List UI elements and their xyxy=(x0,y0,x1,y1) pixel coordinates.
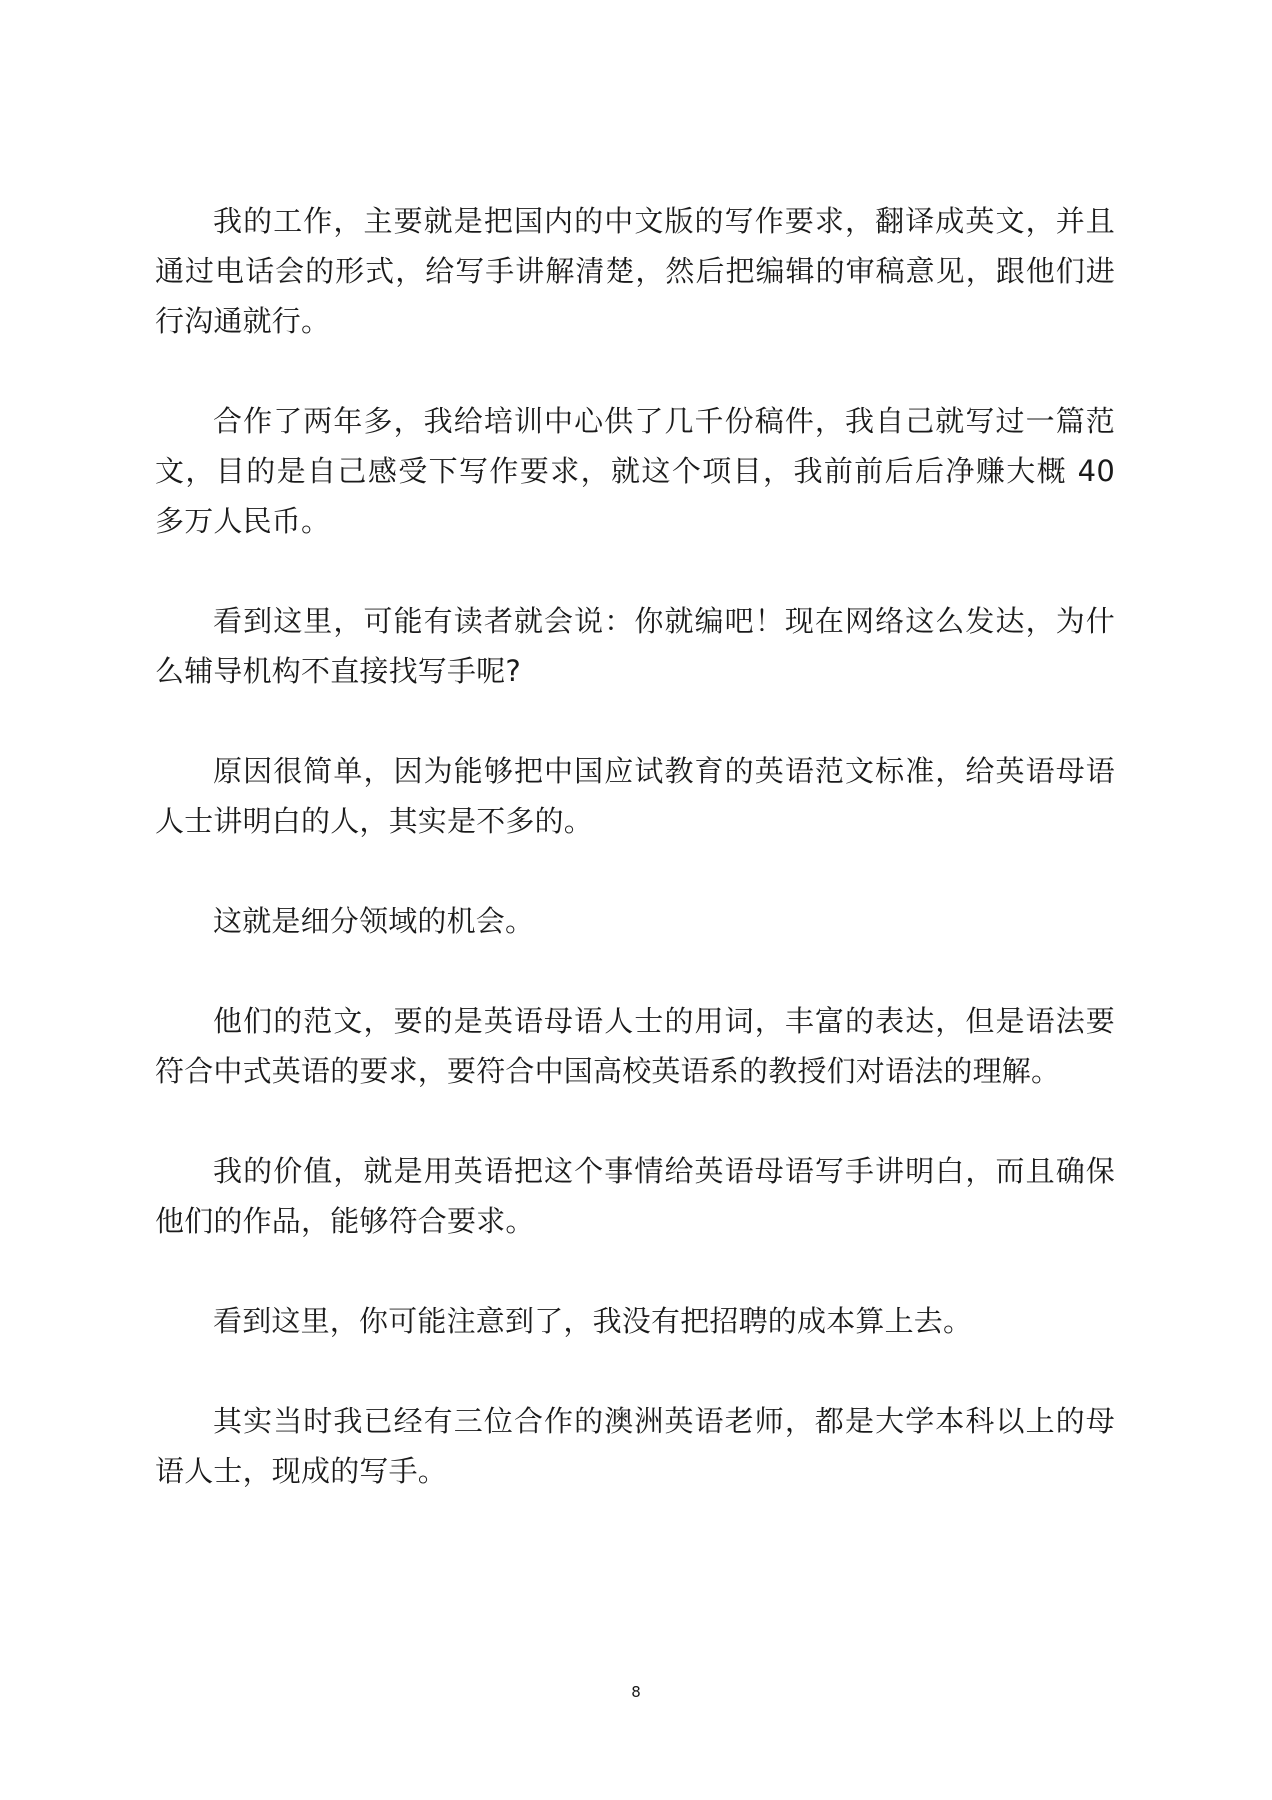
document-body xyxy=(155,196,1115,1496)
paragraph-6: 他们的范文，要的是英语母语人士的用词，丰富的表达，但是语法要符合中式英语的要求，要符合中国高校英语系的教授们对语法的理解。 xyxy=(155,1004,1115,1088)
paragraph-4: 原因很简单，因为能够把中国应试教育的英语范文标准，给英语母语人士讲明白的人，其实是不多的。 xyxy=(155,754,1115,838)
paragraph-2: 合作了两年多，我给培训中心供了几千份稿件，我自己就写过一篇范文，目的是自己感受下写作要求，就这个项目，我前前后后净赚大概 40 多万人民币。 xyxy=(155,404,1115,538)
paragraph-1: 我的工作，主要就是把国内的中文版的写作要求，翻译成英文，并且通过电话会的形式，给写手讲解清楚，然后把编辑的审稿意见，跟他们进行沟通就行。 xyxy=(155,204,1115,338)
paragraph-9: 其实当时我已经有三位合作的澳洲英语老师，都是大学本科以上的母语人士，现成的写手。 xyxy=(155,1404,1115,1488)
paragraph-8: 看到这里，你可能注意到了，我没有把招聘的成本算上去。 xyxy=(213,1304,973,1338)
paragraph-5: 这就是细分领域的机会。 xyxy=(213,904,535,938)
page-number: 8 xyxy=(631,1683,641,1701)
paragraph-3: 看到这里，可能有读者就会说：你就编吧！现在网络这么发达，为什么辅导机构不直接找写手呢? xyxy=(155,604,1115,688)
paragraph-7: 我的价值，就是用英语把这个事情给英语母语写手讲明白，而且确保他们的作品，能够符合要求。 xyxy=(155,1154,1115,1238)
